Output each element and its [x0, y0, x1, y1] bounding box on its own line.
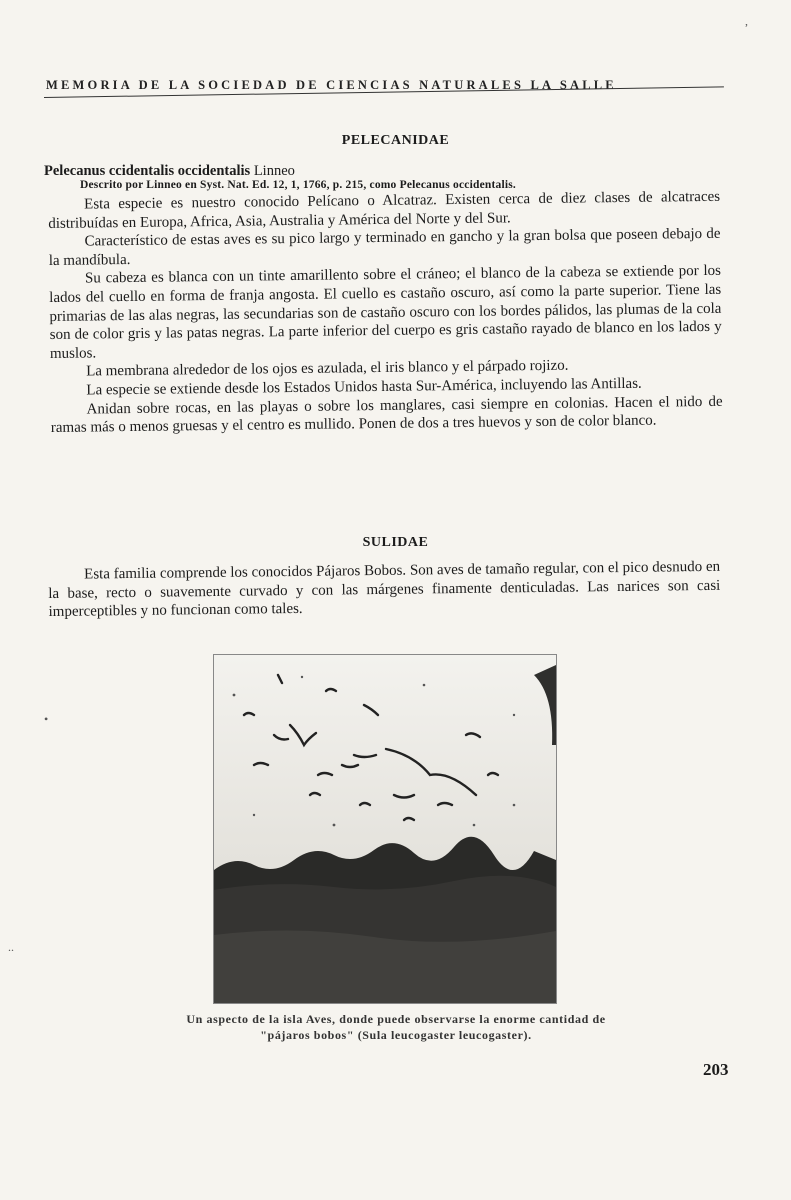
description-citation [80, 179, 516, 191]
species-name: Pelecanus ccidentalis occidentalis [44, 163, 251, 179]
running-head: MEMORIA DE LA SOCIEDAD DE CIENCIAS NATURALES LA SALLE [46, 78, 617, 92]
edge-mark: .. [8, 940, 14, 954]
sulidae-text [48, 558, 721, 622]
paragraph: Anidan sobre rocas, en las playas o sobre los manglares, casi siempre en colonias. Hacen el nido de ramas más o menos gruesas y el centro es mullido. Ponen de dos a tres huevos y son de color blanco. [50, 393, 723, 437]
edge-mark: • [44, 712, 49, 726]
photo-illustration [214, 655, 556, 1003]
edge-mark: , [745, 14, 748, 28]
photo-caption [118, 1011, 674, 1043]
citation-species: Pelecanus occidentalis. [399, 179, 516, 191]
caption-line: Un aspecto de la isla Aves, donde puede observarse la enorme cantidad de [186, 1012, 606, 1026]
species-heading [44, 163, 295, 180]
paragraph: Esta especie es nuestro conocido Pelícano o Alcatraz. Existen cerca de diez clases de alcatraces distribuídas en Europa, Africa, Asia, Australia y América del Norte y del Sur. [48, 188, 721, 232]
page-number: 203 [703, 1060, 729, 1079]
section-title-sulidae: SULIDAE [362, 535, 429, 550]
paragraph: Su cabeza es blanca con un tinte amarillento sobre el cráneo; el blanco de la cabeza se extiende por los lados del cuello en forma de franja angosta. El cuello es castaño oscuro, así como la parte superior. Tiene las primarias de las alas negras, las secundarias son de castaño oscuro con los bordes pálidos, las plumas de la cola son de color gris y las patas negras. La parte inferior del cuerpo es gris castaño rayado de blanco en los lados y muslos. [49, 263, 722, 362]
species-author: Linneo [253, 163, 295, 179]
paragraph: La especie se extiende desde los Estados Unidos hasta Sur-América, incluyendo las Antillas. [86, 375, 642, 399]
paragraph: La membrana alrededor de los ojos es azulada, el iris blanco y el párpado rojizo. [86, 357, 569, 380]
paragraph: Característico de estas aves es su pico largo y terminado en gancho y la gran bolsa que poseen debajo de la mandíbula. [48, 225, 721, 269]
paragraph: Esta familia comprende los conocidos Pájaros Bobos. Son aves de tamaño regular, con el pico desnudo en la base, recto o suavemente curvado y con las márgenes finamente denticuladas. Las narices son casi imperceptibles y no funcionan como tales. [48, 558, 721, 621]
caption-line: "pájaros bobos" (Sula leucogaster leucogaster). [260, 1028, 532, 1042]
photograph-isla-aves [213, 654, 557, 1004]
citation-text: Descrito por Linneo en Syst. Nat. Ed. 12, 1, 1766, p. 215, como [80, 179, 397, 191]
pelecanidae-text [48, 188, 723, 438]
section-title-pelecanidae: PELECANIDAE [341, 133, 450, 148]
